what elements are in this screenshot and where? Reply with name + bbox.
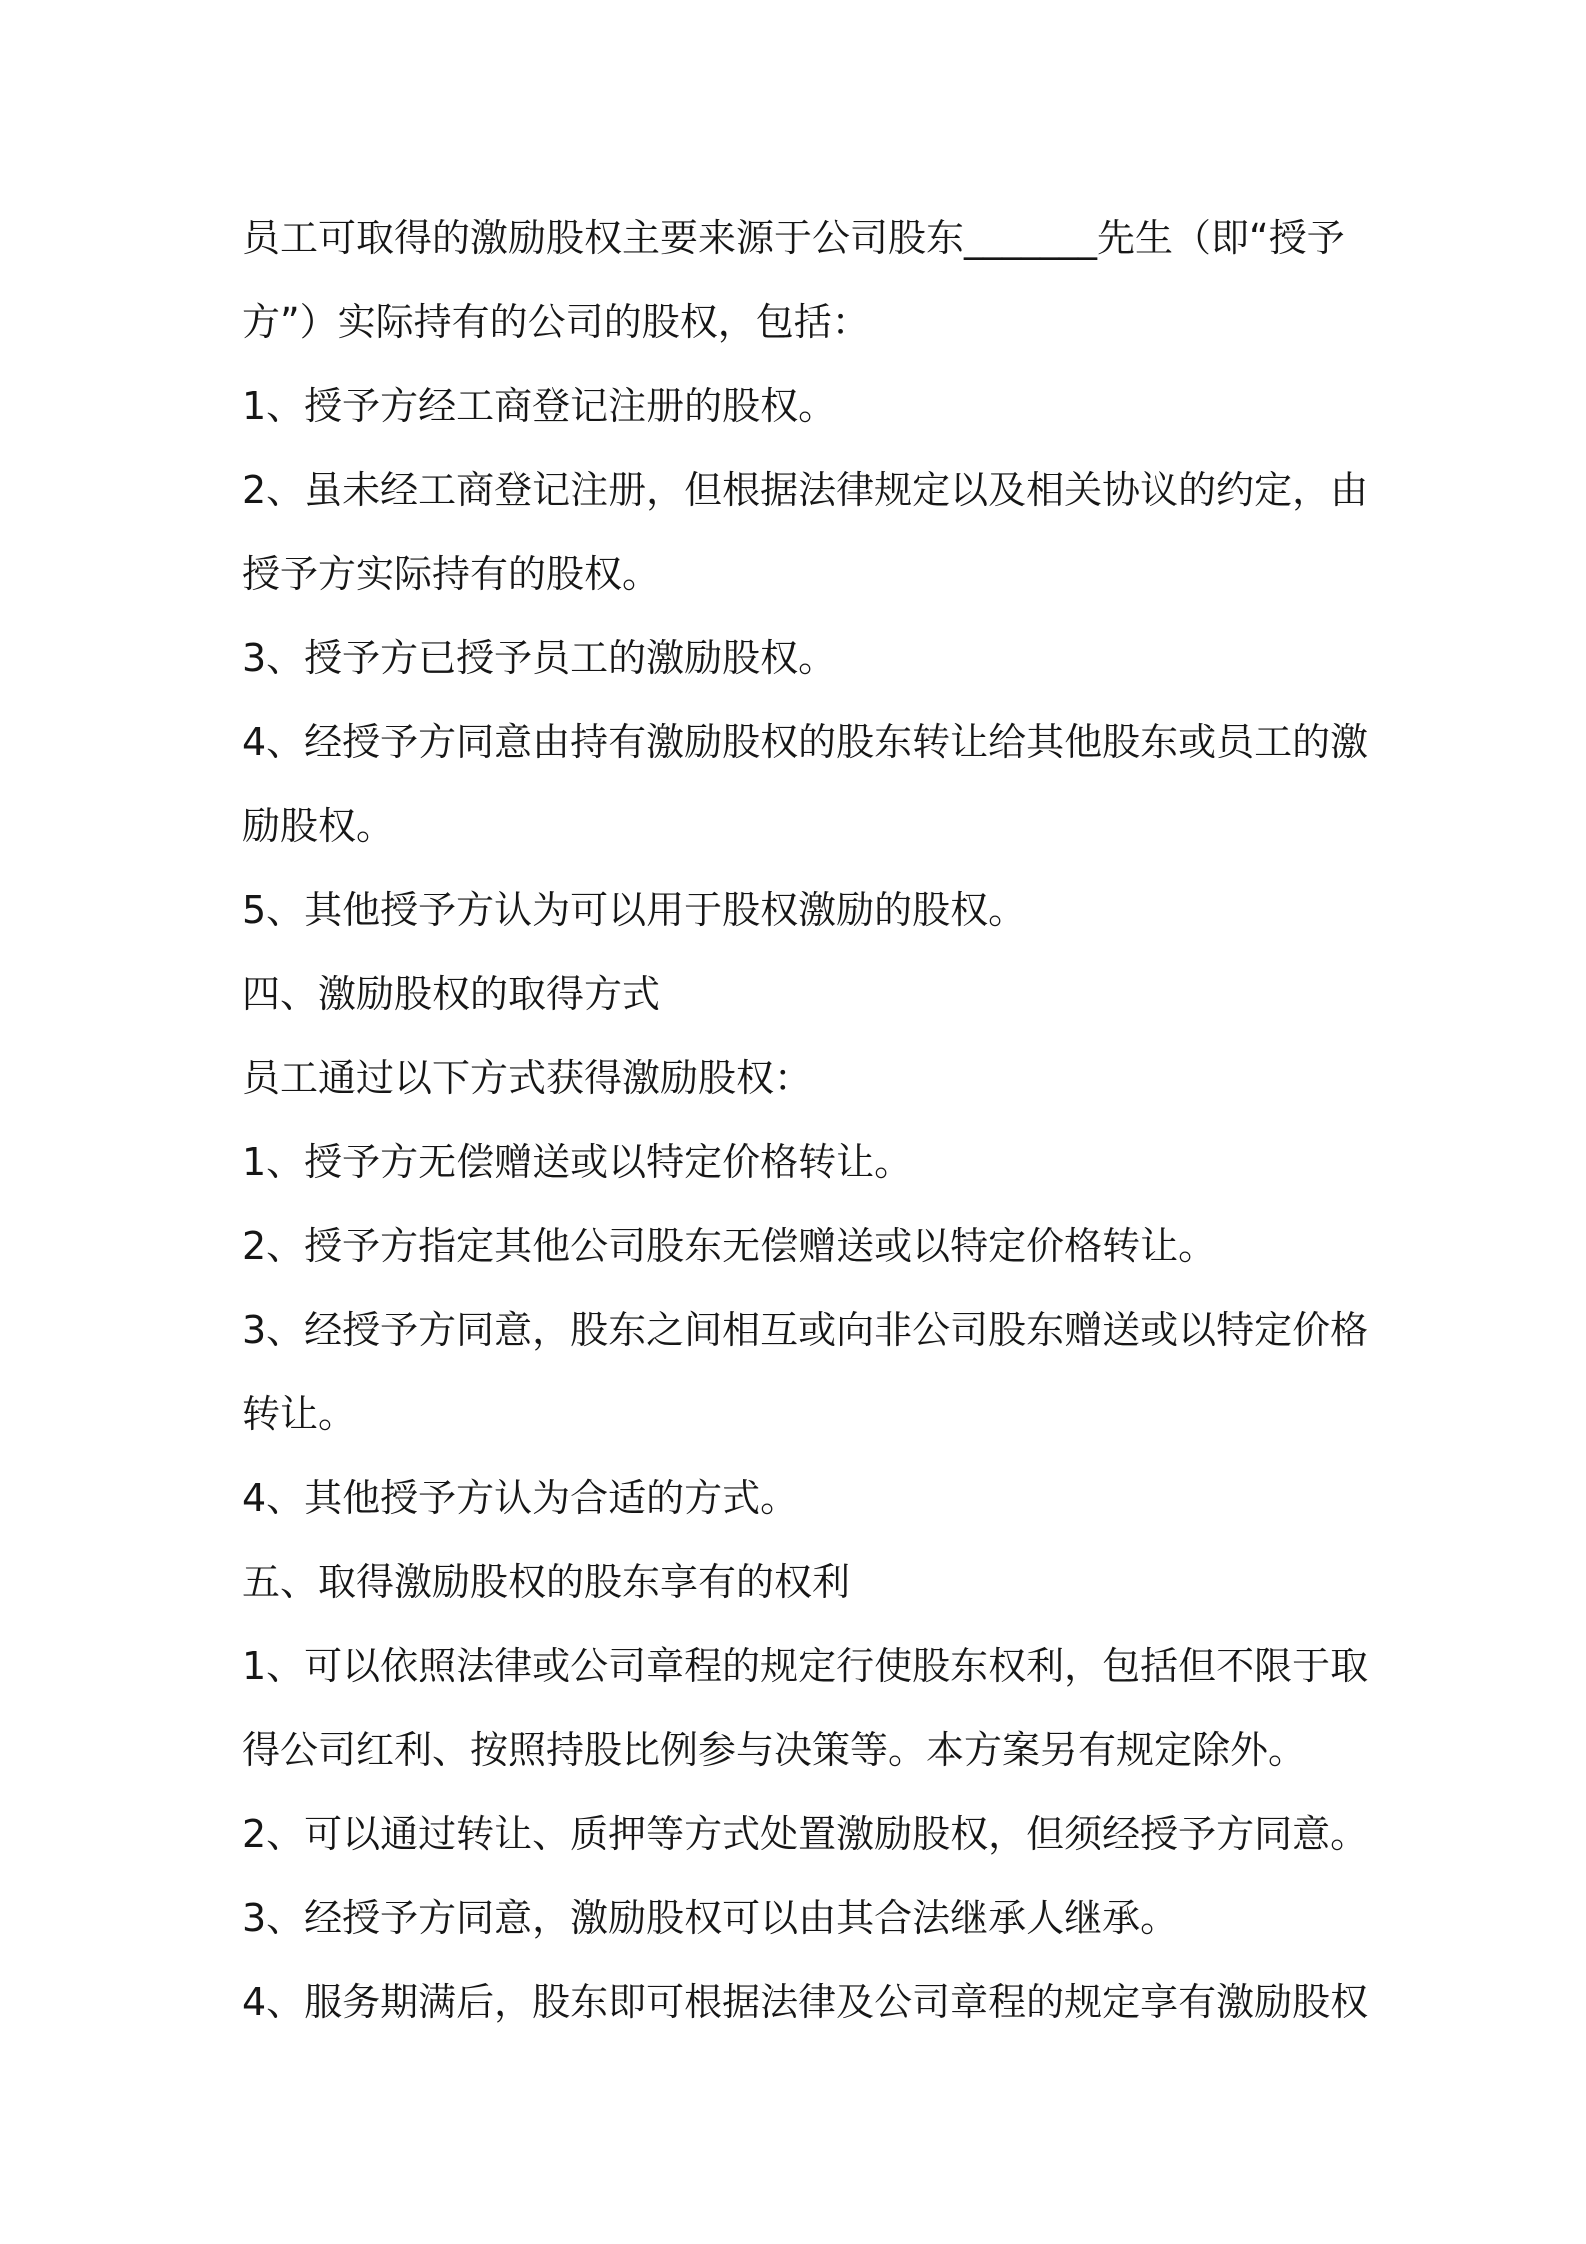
list-item: 3、经授予方同意，股东之间相互或向非公司股东赠送或以特定价格	[242, 1308, 1369, 1352]
list-item: 1、授予方经工商登记注册的股权。	[242, 384, 837, 428]
list-item: 4、经授予方同意由持有激励股权的股东转让给其他股东或员工的激	[242, 720, 1369, 764]
section-heading: 五、取得激励股权的股东享有的权利	[242, 1560, 851, 1604]
text-line: 员工可取得的激励股权主要来源于公司股东_______先生（即“授予	[242, 216, 1345, 260]
section-heading: 四、激励股权的取得方式	[242, 972, 661, 1016]
list-item: 1、授予方无偿赠送或以特定价格转让。	[242, 1140, 913, 1184]
list-item-continuation: 转让。	[242, 1392, 357, 1436]
list-item: 3、授予方已授予员工的激励股权。	[242, 636, 837, 680]
list-item-continuation: 授予方实际持有的股权。	[242, 552, 661, 596]
list-item: 2、可以通过转让、质押等方式处置激励股权，但须经授予方同意。	[242, 1812, 1369, 1856]
list-item: 5、其他授予方认为可以用于股权激励的股权。	[242, 888, 1027, 932]
list-item: 2、虽未经工商登记注册，但根据法律规定以及相关协议的约定，由	[242, 468, 1369, 512]
document-body	[242, 196, 1369, 2044]
list-item: 2、授予方指定其他公司股东无偿赠送或以特定价格转让。	[242, 1224, 1217, 1268]
text-line: 员工通过以下方式获得激励股权：	[242, 1056, 813, 1100]
list-item: 4、其他授予方认为合适的方式。	[242, 1476, 799, 1520]
list-item: 3、经授予方同意，激励股权可以由其合法继承人继承。	[242, 1896, 1179, 1940]
list-item-continuation: 励股权。	[242, 804, 395, 848]
list-item: 1、可以依照法律或公司章程的规定行使股东权利，包括但不限于取	[242, 1644, 1369, 1688]
list-item: 4、服务期满后，股东即可根据法律及公司章程的规定享有激励股权	[242, 1980, 1369, 2024]
list-item-continuation: 得公司红利、按照持股比例参与决策等。本方案另有规定除外。	[242, 1728, 1307, 1772]
text-line: 方”）实际持有的公司的股权，包括：	[242, 300, 870, 344]
